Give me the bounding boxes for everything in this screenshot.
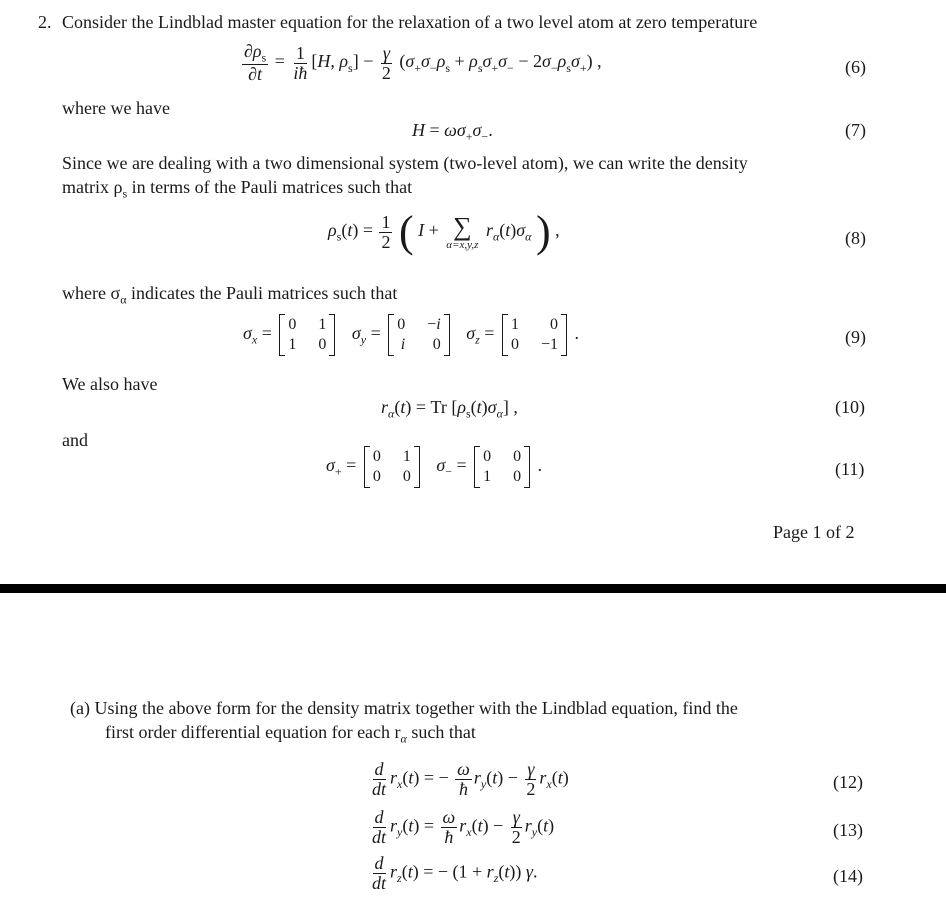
equation-8: $\rho_s(t)$ = $\frac{1}{2}$ ( I + ∑ α=x,y,z $r_\alpha(t)\sigma_\alpha$ ) , — [328, 207, 560, 256]
text-since-line2 — [62, 175, 412, 206]
equation-10: $r_\alpha(t) = Tr$ $[\rho_s(t)\sigma_\alpha]$ , — [381, 397, 518, 421]
part-a-line2 — [105, 720, 476, 751]
equation-number: (9) — [845, 327, 866, 347]
equation-number: (7) — [845, 120, 866, 140]
since-prefix: matrix ρ — [62, 177, 123, 197]
problem-number: 2. — [38, 12, 52, 32]
page-divider — [0, 584, 946, 593]
equation-7: $H = \omega\sigma_+\sigma_-$. — [412, 120, 493, 144]
equation-number: (8) — [845, 228, 866, 248]
equation-number: (6) — [845, 57, 866, 77]
matrix-sigma-y: 0 −i i 0 — [388, 314, 449, 356]
where-sigma-sub: α — [120, 292, 127, 307]
equation-13: $\frac{d}{dt}$ $r_y(t)$ = $\frac{\omega}{ħ}$ $r_x(t)$ − $\frac{\gamma}{2}$ $r_y(t)$ — [372, 807, 555, 847]
equation-14: $\frac{d}{dt}$ $r_z(t)$ = − $(1 + r_z(t))$ γ. — [372, 853, 538, 893]
equation-9: $\sigma_x$ = 0 1 1 0 $\sigma_y$ = 0 −i i 0 $\sigma_z$ = 1 0 0 −1 . — [243, 314, 579, 356]
text-and: and — [62, 430, 88, 450]
where-sigma-prefix: where σ — [62, 283, 121, 303]
equation-number: (14) — [833, 866, 863, 886]
part-a-sub: α — [400, 731, 407, 746]
equation-6: $\frac{\partial\rho_s}{\partial t}$ = $\frac{1}{iħ}$ [H, $\rho_s$] − $\frac{\gamma}{2}$ $(\sigma_+\sigma_-\rho_s + \rho_s\sigma_+\sigma_- - 2\sigma_-\rho_s\sigma_+)$ , — [244, 41, 602, 85]
equation-number: (12) — [833, 772, 863, 792]
equation-11: $\sigma_+$ = 0 1 0 0 $\sigma_-$ = 0 0 1 0 . — [326, 446, 542, 488]
part-a-prefix: first order differential equation for each r — [105, 722, 401, 742]
since-rest: in terms of the Pauli matrices such that — [127, 177, 413, 197]
text-where-sigma — [62, 281, 397, 312]
page-footer: Page 1 of 2 — [773, 522, 855, 542]
matrix-sigma-minus: 0 0 1 0 — [474, 446, 530, 488]
text-since-line1: Since we are dealing with a two dimensional system (two-level atom), we can write the density — [62, 153, 748, 173]
part-a-rest: such that — [406, 722, 476, 742]
part-a-line1: (a) Using the above form for the density matrix together with the Lindblad equation, find the — [70, 698, 738, 718]
matrix-sigma-z: 1 0 0 −1 — [502, 314, 567, 356]
matrix-sigma-x: 0 1 1 0 — [279, 314, 335, 356]
equation-number: (10) — [835, 397, 865, 417]
where-sigma-rest: indicates the Pauli matrices such that — [126, 283, 398, 303]
equation-number: (11) — [835, 459, 865, 479]
text-where-we-have: where we have — [62, 98, 170, 118]
matrix-sigma-plus: 0 1 0 0 — [364, 446, 420, 488]
since-sub: s — [122, 186, 128, 201]
problem-intro: Consider the Lindblad master equation for the relaxation of a two level atom at zero temperature — [62, 12, 758, 32]
equation-12: $\frac{d}{dt}$ $r_x(t)$ = − $\frac{\omega}{ħ}$ $r_y(t)$ − $\frac{\gamma}{2}$ $r_x(t)$ — [372, 759, 569, 799]
text-we-also-have: We also have — [62, 374, 158, 394]
equation-number: (13) — [833, 820, 863, 840]
